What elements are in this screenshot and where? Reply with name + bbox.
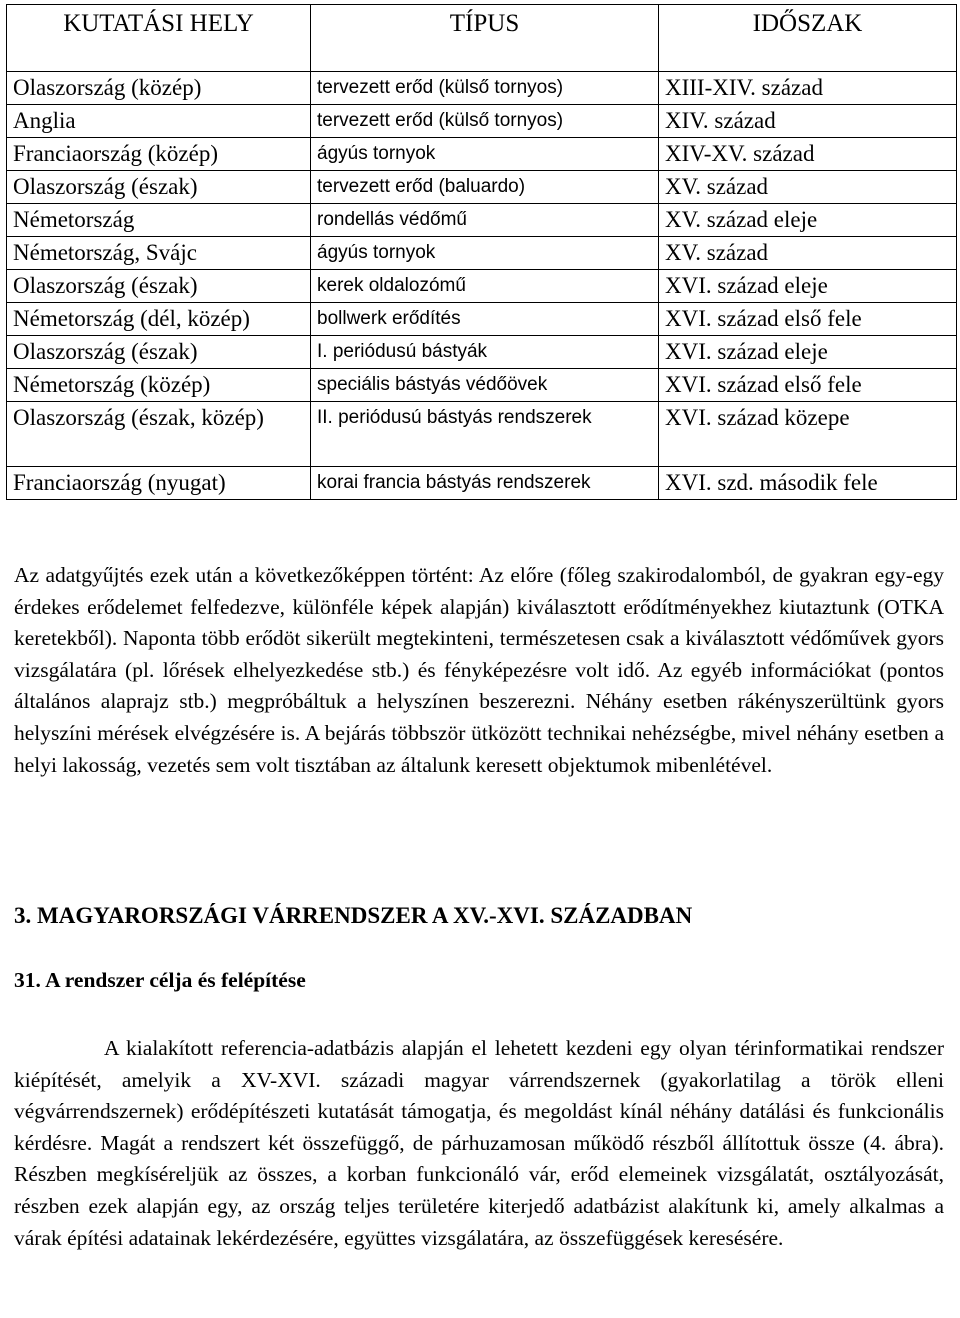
cell-period: XIII-XIV. század <box>659 72 957 105</box>
cell-period: XVI. szd. második fele <box>659 467 957 500</box>
cell-place: Olaszország (észak) <box>7 171 311 204</box>
cell-type: ágyús tornyok <box>311 237 659 270</box>
data-collection-paragraph <box>14 560 944 781</box>
header-type: TÍPUS <box>311 5 659 72</box>
cell-type: ágyús tornyok <box>311 138 659 171</box>
system-purpose-paragraph <box>14 1033 944 1254</box>
cell-period: XV. század <box>659 171 957 204</box>
section-heading: 3. MAGYARORSZÁGI VÁRRENDSZER A XV.-XVI. SZÁZADBAN <box>14 903 693 928</box>
table-header-row <box>7 5 957 72</box>
cell-place: Olaszország (észak) <box>7 336 311 369</box>
cell-place: Németország (dél, közép) <box>7 303 311 336</box>
cell-type: bollwerk erődítés <box>311 303 659 336</box>
cell-type: tervezett erőd (külső tornyos) <box>311 72 659 105</box>
cell-place: Franciaország (közép) <box>7 138 311 171</box>
cell-place: Franciaország (nyugat) <box>7 467 311 500</box>
table-row <box>7 402 957 467</box>
table-row <box>7 138 957 171</box>
cell-place: Olaszország (észak) <box>7 270 311 303</box>
cell-place-wrapper <box>7 402 311 467</box>
cell-period: XV. század <box>659 237 957 270</box>
cell-type: speciális bástyás védőövek <box>311 369 659 402</box>
cell-period: XVI. század eleje <box>659 270 957 303</box>
table-row <box>7 336 957 369</box>
cell-type: tervezett erőd (külső tornyos) <box>311 105 659 138</box>
table-row <box>7 237 957 270</box>
cell-place: Németország <box>7 204 311 237</box>
table-row <box>7 303 957 336</box>
cell-period: XVI. század első fele <box>659 369 957 402</box>
cell-period: XVI. század első fele <box>659 303 957 336</box>
table-row <box>7 467 957 500</box>
table-row <box>7 171 957 204</box>
cell-period: XIV-XV. század <box>659 138 957 171</box>
header-research-place: KUTATÁSI HELY <box>7 5 311 72</box>
cell-period: XVI. század eleje <box>659 336 957 369</box>
cell-type: I. periódusú bástyák <box>311 336 659 369</box>
table-row <box>7 369 957 402</box>
table-row <box>7 204 957 237</box>
cell-type: II. periódusú bástyás rendszerek <box>311 402 659 467</box>
cell-type: kerek oldalozómű <box>311 270 659 303</box>
cell-type: rondellás védőmű <box>311 204 659 237</box>
cell-type: korai francia bástyás rendszerek <box>311 467 659 500</box>
cell-place: Olaszország (közép) <box>7 72 311 105</box>
cell-place: Anglia <box>7 105 311 138</box>
cell-place: Olaszország (észak, közép) <box>13 405 264 430</box>
cell-period: XIV. század <box>659 105 957 138</box>
table-row <box>7 105 957 138</box>
cell-type: tervezett erőd (baluardo) <box>311 171 659 204</box>
table-row <box>7 72 957 105</box>
paragraph-text: Az adatgyűjtés ezek után a következőképpen történt: Az előre (főleg szakirodalomból, de gyakran egy-egy érdekes erődelemet felfedezve, különféle képek alapján) kiválasztott erődítményekhez kiutaztunk (OTKA keretekből). Naponta több erődöt sikerült megtekinteni, természetesen csak a kiválasztott védőművek gyors vizsgálatára (pl. lőrések elhelyezkedése stb.) és fényképezésre volt idő. Az egyéb információkat (pontos általános alaprajz stb.) megpróbáltuk a helyszínen beszerezni. Néhány esetben rákényszerültünk gyors helyszíni mérések elvégzésére is. A bejárás többször ütközött technikai nehézségbe, mivel néhány esetben a helyi lakosság, vezetés sem volt tisztában az általunk keresett objektumok mibenlétével. <box>14 563 944 777</box>
subsection-heading: 31. A rendszer célja és felépítése <box>14 968 306 992</box>
cell-period: XVI. század közepe <box>659 402 957 467</box>
paragraph-text: A kialakított referencia-adatbázis alapján el lehetett kezdeni egy olyan térinformatikai rendszer kiépítését, amelyik a XV-XVI. századi magyar várrendszernek (gyakorlatilag a török elleni végvárrendszernek) erődépítészeti kutatását támogatja, és megoldást kínál néhány datálási és funkcionális kérdésre. Magát a rendszert két összefüggő, de párhuzamosan működő részből állítottuk össze (4. ábra). Részben megkíséreljük az összes, a korban funkcionáló vár, erőd elemeinek vizsgálatát, osztályozását, részben ezek alapján egy, az ország teljes területére kiterjedő adatbázist alakítunk ki, amely alkalmas a várak építési adatainak lekérdezésére, együttes vizsgálatára, az összefüggések keresésére. <box>14 1036 944 1250</box>
table-row <box>7 270 957 303</box>
fortification-table <box>6 4 957 500</box>
cell-period: XV. század eleje <box>659 204 957 237</box>
header-period: IDŐSZAK <box>659 5 957 72</box>
cell-place: Németország, Svájc <box>7 237 311 270</box>
cell-place: Németország (közép) <box>7 369 311 402</box>
